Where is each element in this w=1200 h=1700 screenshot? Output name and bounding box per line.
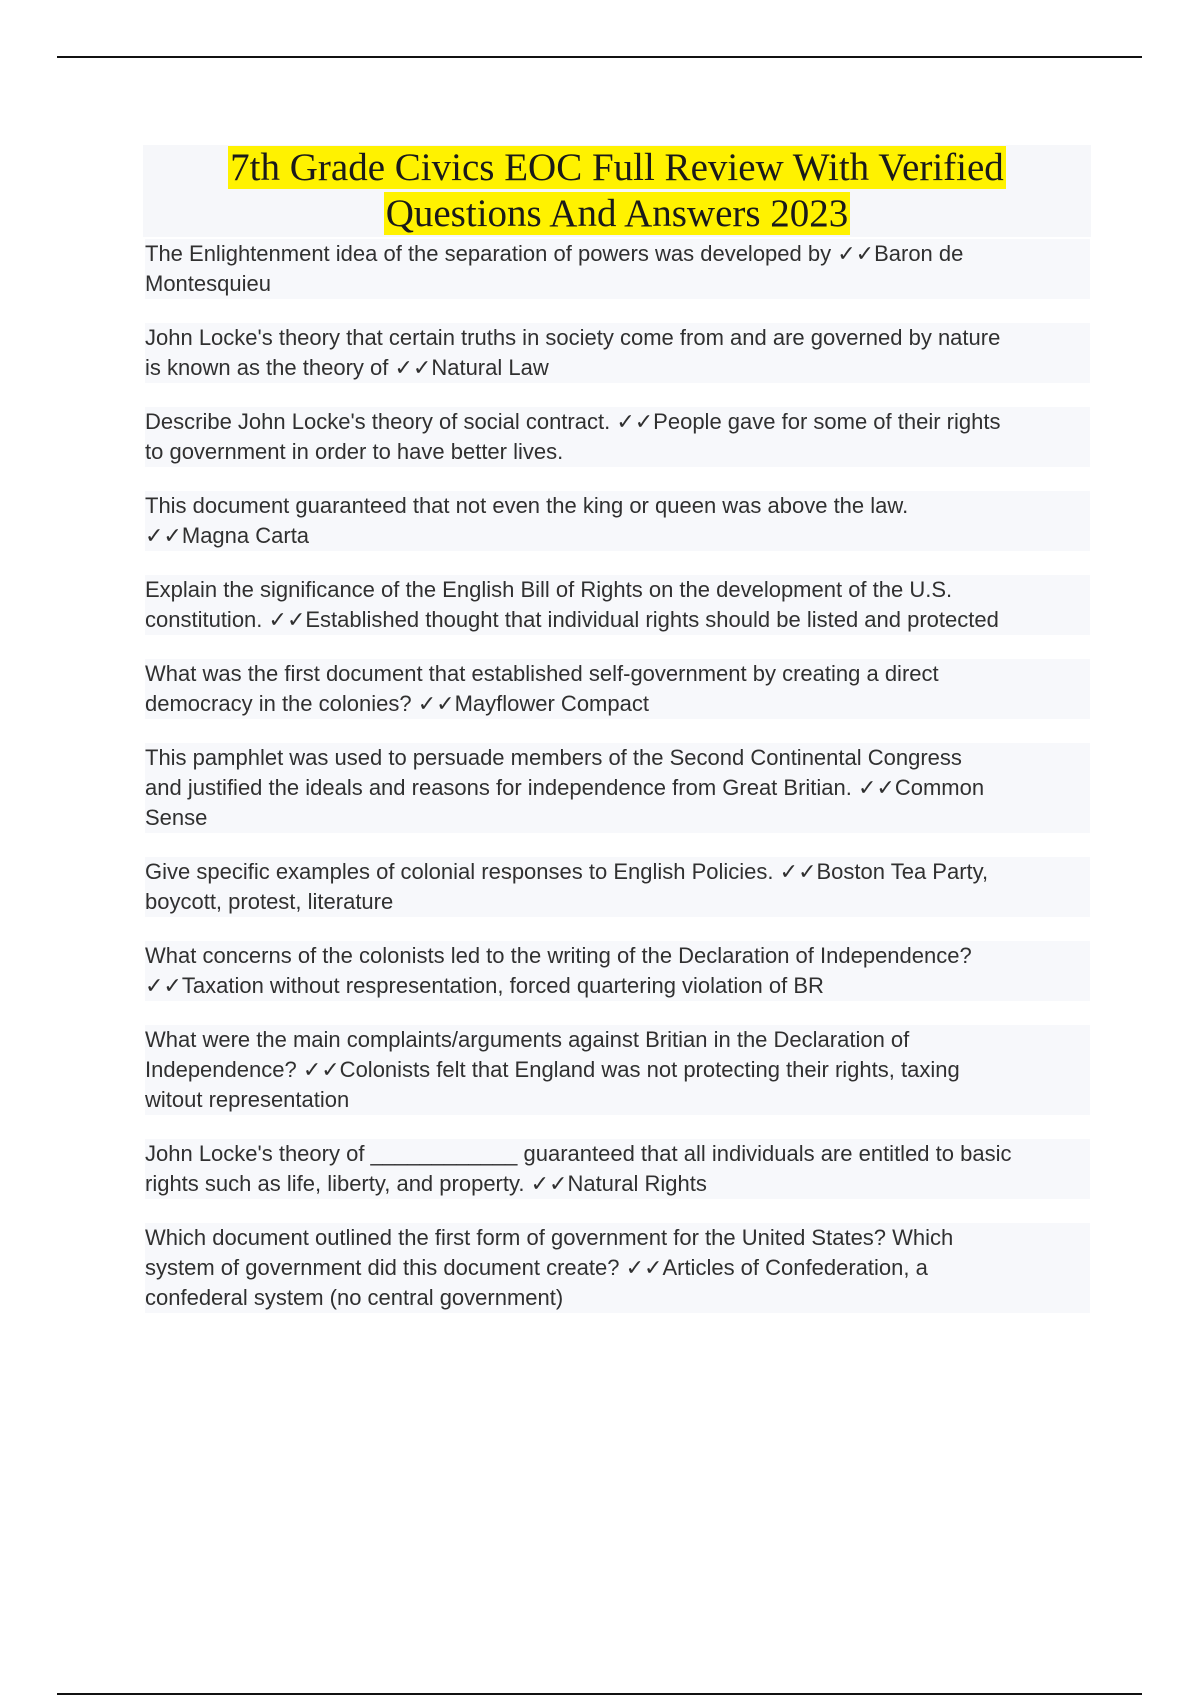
top-divider xyxy=(57,56,1142,58)
qa-item xyxy=(145,1223,1090,1313)
qa-item xyxy=(145,743,1090,833)
qa-line: Independence? ✓✓Colonists felt that England was not protecting their rights, taxing xyxy=(145,1055,1090,1085)
qa-line: witout representation xyxy=(145,1085,1090,1115)
qa-line: constitution. ✓✓Established thought that individual rights should be listed and protected xyxy=(145,605,1090,635)
qa-item xyxy=(145,941,1090,1001)
qa-item xyxy=(145,1139,1090,1199)
qa-line: This pamphlet was used to persuade members of the Second Continental Congress xyxy=(145,743,1090,773)
qa-line: What were the main complaints/arguments against Britian in the Declaration of xyxy=(145,1025,1090,1055)
qa-item xyxy=(145,659,1090,719)
qa-line: and justified the ideals and reasons for independence from Great Britian. ✓✓Common xyxy=(145,773,1090,803)
qa-line: Sense xyxy=(145,803,1090,833)
qa-line: ✓✓Magna Carta xyxy=(145,521,1090,551)
qa-item xyxy=(145,239,1090,299)
page-title xyxy=(143,145,1091,237)
qa-line: This document guaranteed that not even the king or queen was above the law. xyxy=(145,491,1090,521)
qa-line: John Locke's theory of ____________ guaranteed that all individuals are entitled to basic xyxy=(145,1139,1090,1169)
qa-list xyxy=(145,239,1090,1337)
qa-line: is known as the theory of ✓✓Natural Law xyxy=(145,353,1090,383)
qa-line: to government in order to have better lives. xyxy=(145,437,1090,467)
qa-line: Montesquieu xyxy=(145,269,1090,299)
qa-line: ✓✓Taxation without respresentation, forced quartering violation of BR xyxy=(145,971,1090,1001)
qa-item xyxy=(145,575,1090,635)
qa-line: Give specific examples of colonial responses to English Policies. ✓✓Boston Tea Party, xyxy=(145,857,1090,887)
qa-line: confederal system (no central government) xyxy=(145,1283,1090,1313)
bottom-divider xyxy=(57,1693,1142,1695)
qa-line: system of government did this document create? ✓✓Articles of Confederation, a xyxy=(145,1253,1090,1283)
qa-item xyxy=(145,1025,1090,1115)
qa-line: What concerns of the colonists led to the writing of the Declaration of Independence? xyxy=(145,941,1090,971)
qa-line: The Enlightenment idea of the separation of powers was developed by ✓✓Baron de xyxy=(145,239,1090,269)
qa-line: Which document outlined the first form of government for the United States? Which xyxy=(145,1223,1090,1253)
qa-line: boycott, protest, literature xyxy=(145,887,1090,917)
qa-item xyxy=(145,857,1090,917)
qa-item xyxy=(145,491,1090,551)
qa-item xyxy=(145,407,1090,467)
qa-item xyxy=(145,323,1090,383)
qa-line: rights such as life, liberty, and property. ✓✓Natural Rights xyxy=(145,1169,1090,1199)
qa-line: Describe John Locke's theory of social contract. ✓✓People gave for some of their rights xyxy=(145,407,1090,437)
qa-line: Explain the significance of the English Bill of Rights on the development of the U.S. xyxy=(145,575,1090,605)
qa-line: John Locke's theory that certain truths in society come from and are governed by nature xyxy=(145,323,1090,353)
qa-line: What was the first document that established self-government by creating a direct xyxy=(145,659,1090,689)
title-line-2: Questions And Answers 2023 xyxy=(385,192,849,235)
qa-line: democracy in the colonies? ✓✓Mayflower Compact xyxy=(145,689,1090,719)
title-line-1: 7th Grade Civics EOC Full Review With Verified xyxy=(230,146,1004,189)
